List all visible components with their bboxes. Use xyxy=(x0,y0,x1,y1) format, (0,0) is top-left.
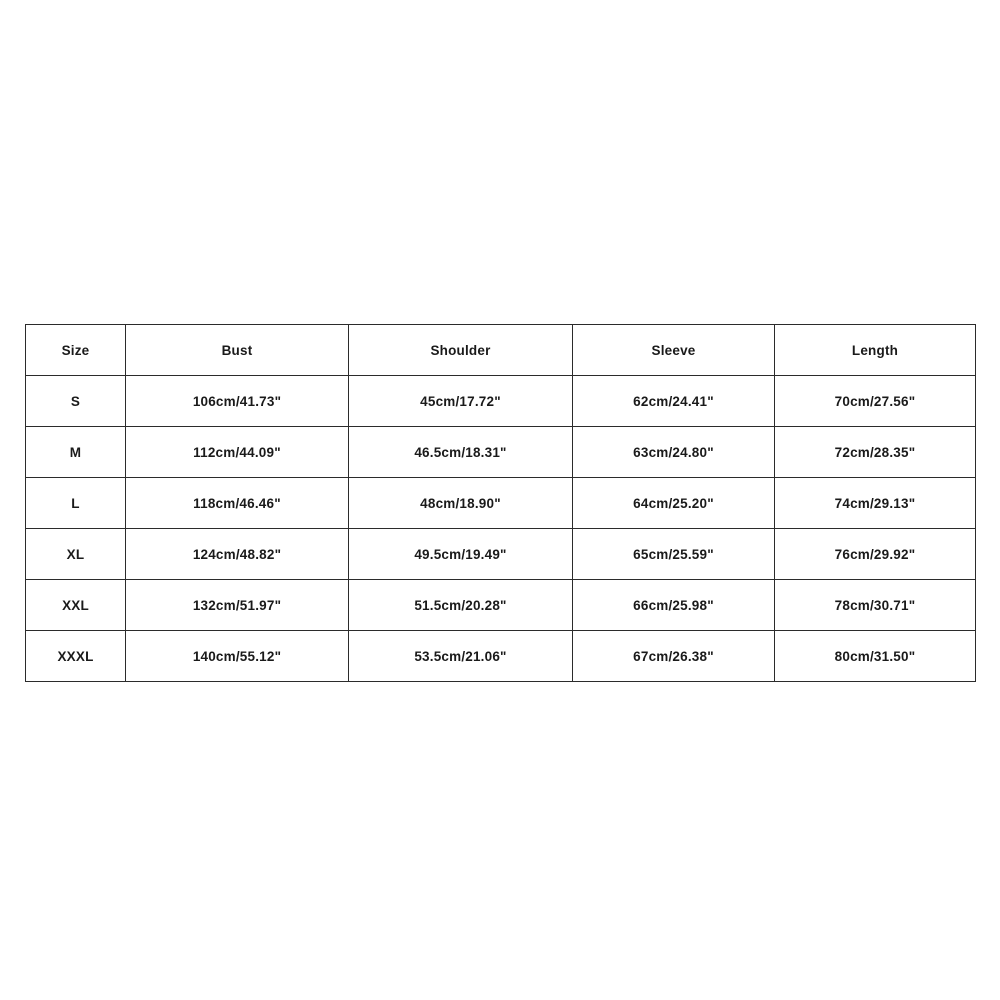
table-row xyxy=(26,376,976,427)
cell-length: 74cm/29.13" xyxy=(775,478,976,529)
column-header-shoulder: Shoulder xyxy=(349,325,573,376)
table-row xyxy=(26,529,976,580)
table-row xyxy=(26,631,976,682)
cell-length: 80cm/31.50" xyxy=(775,631,976,682)
cell-sleeve: 67cm/26.38" xyxy=(573,631,775,682)
table-row xyxy=(26,427,976,478)
cell-shoulder: 49.5cm/19.49" xyxy=(349,529,573,580)
cell-sleeve: 64cm/25.20" xyxy=(573,478,775,529)
cell-bust: 118cm/46.46" xyxy=(126,478,349,529)
cell-shoulder: 48cm/18.90" xyxy=(349,478,573,529)
cell-length: 72cm/28.35" xyxy=(775,427,976,478)
column-header-sleeve: Sleeve xyxy=(573,325,775,376)
cell-size: M xyxy=(26,427,126,478)
cell-shoulder: 46.5cm/18.31" xyxy=(349,427,573,478)
cell-shoulder: 45cm/17.72" xyxy=(349,376,573,427)
column-header-length: Length xyxy=(775,325,976,376)
cell-bust: 106cm/41.73" xyxy=(126,376,349,427)
size-chart-container xyxy=(25,324,975,682)
table-row xyxy=(26,478,976,529)
cell-length: 78cm/30.71" xyxy=(775,580,976,631)
cell-shoulder: 53.5cm/21.06" xyxy=(349,631,573,682)
cell-size: XL xyxy=(26,529,126,580)
cell-size: L xyxy=(26,478,126,529)
cell-size: XXL xyxy=(26,580,126,631)
cell-sleeve: 66cm/25.98" xyxy=(573,580,775,631)
column-header-bust: Bust xyxy=(126,325,349,376)
cell-bust: 140cm/55.12" xyxy=(126,631,349,682)
cell-sleeve: 63cm/24.80" xyxy=(573,427,775,478)
cell-size: XXXL xyxy=(26,631,126,682)
size-chart-table xyxy=(25,324,976,682)
table-row xyxy=(26,580,976,631)
cell-bust: 124cm/48.82" xyxy=(126,529,349,580)
cell-bust: 132cm/51.97" xyxy=(126,580,349,631)
cell-size: S xyxy=(26,376,126,427)
cell-shoulder: 51.5cm/20.28" xyxy=(349,580,573,631)
cell-sleeve: 62cm/24.41" xyxy=(573,376,775,427)
cell-bust: 112cm/44.09" xyxy=(126,427,349,478)
cell-length: 70cm/27.56" xyxy=(775,376,976,427)
column-header-size: Size xyxy=(26,325,126,376)
cell-sleeve: 65cm/25.59" xyxy=(573,529,775,580)
cell-length: 76cm/29.92" xyxy=(775,529,976,580)
table-header-row xyxy=(26,325,976,376)
